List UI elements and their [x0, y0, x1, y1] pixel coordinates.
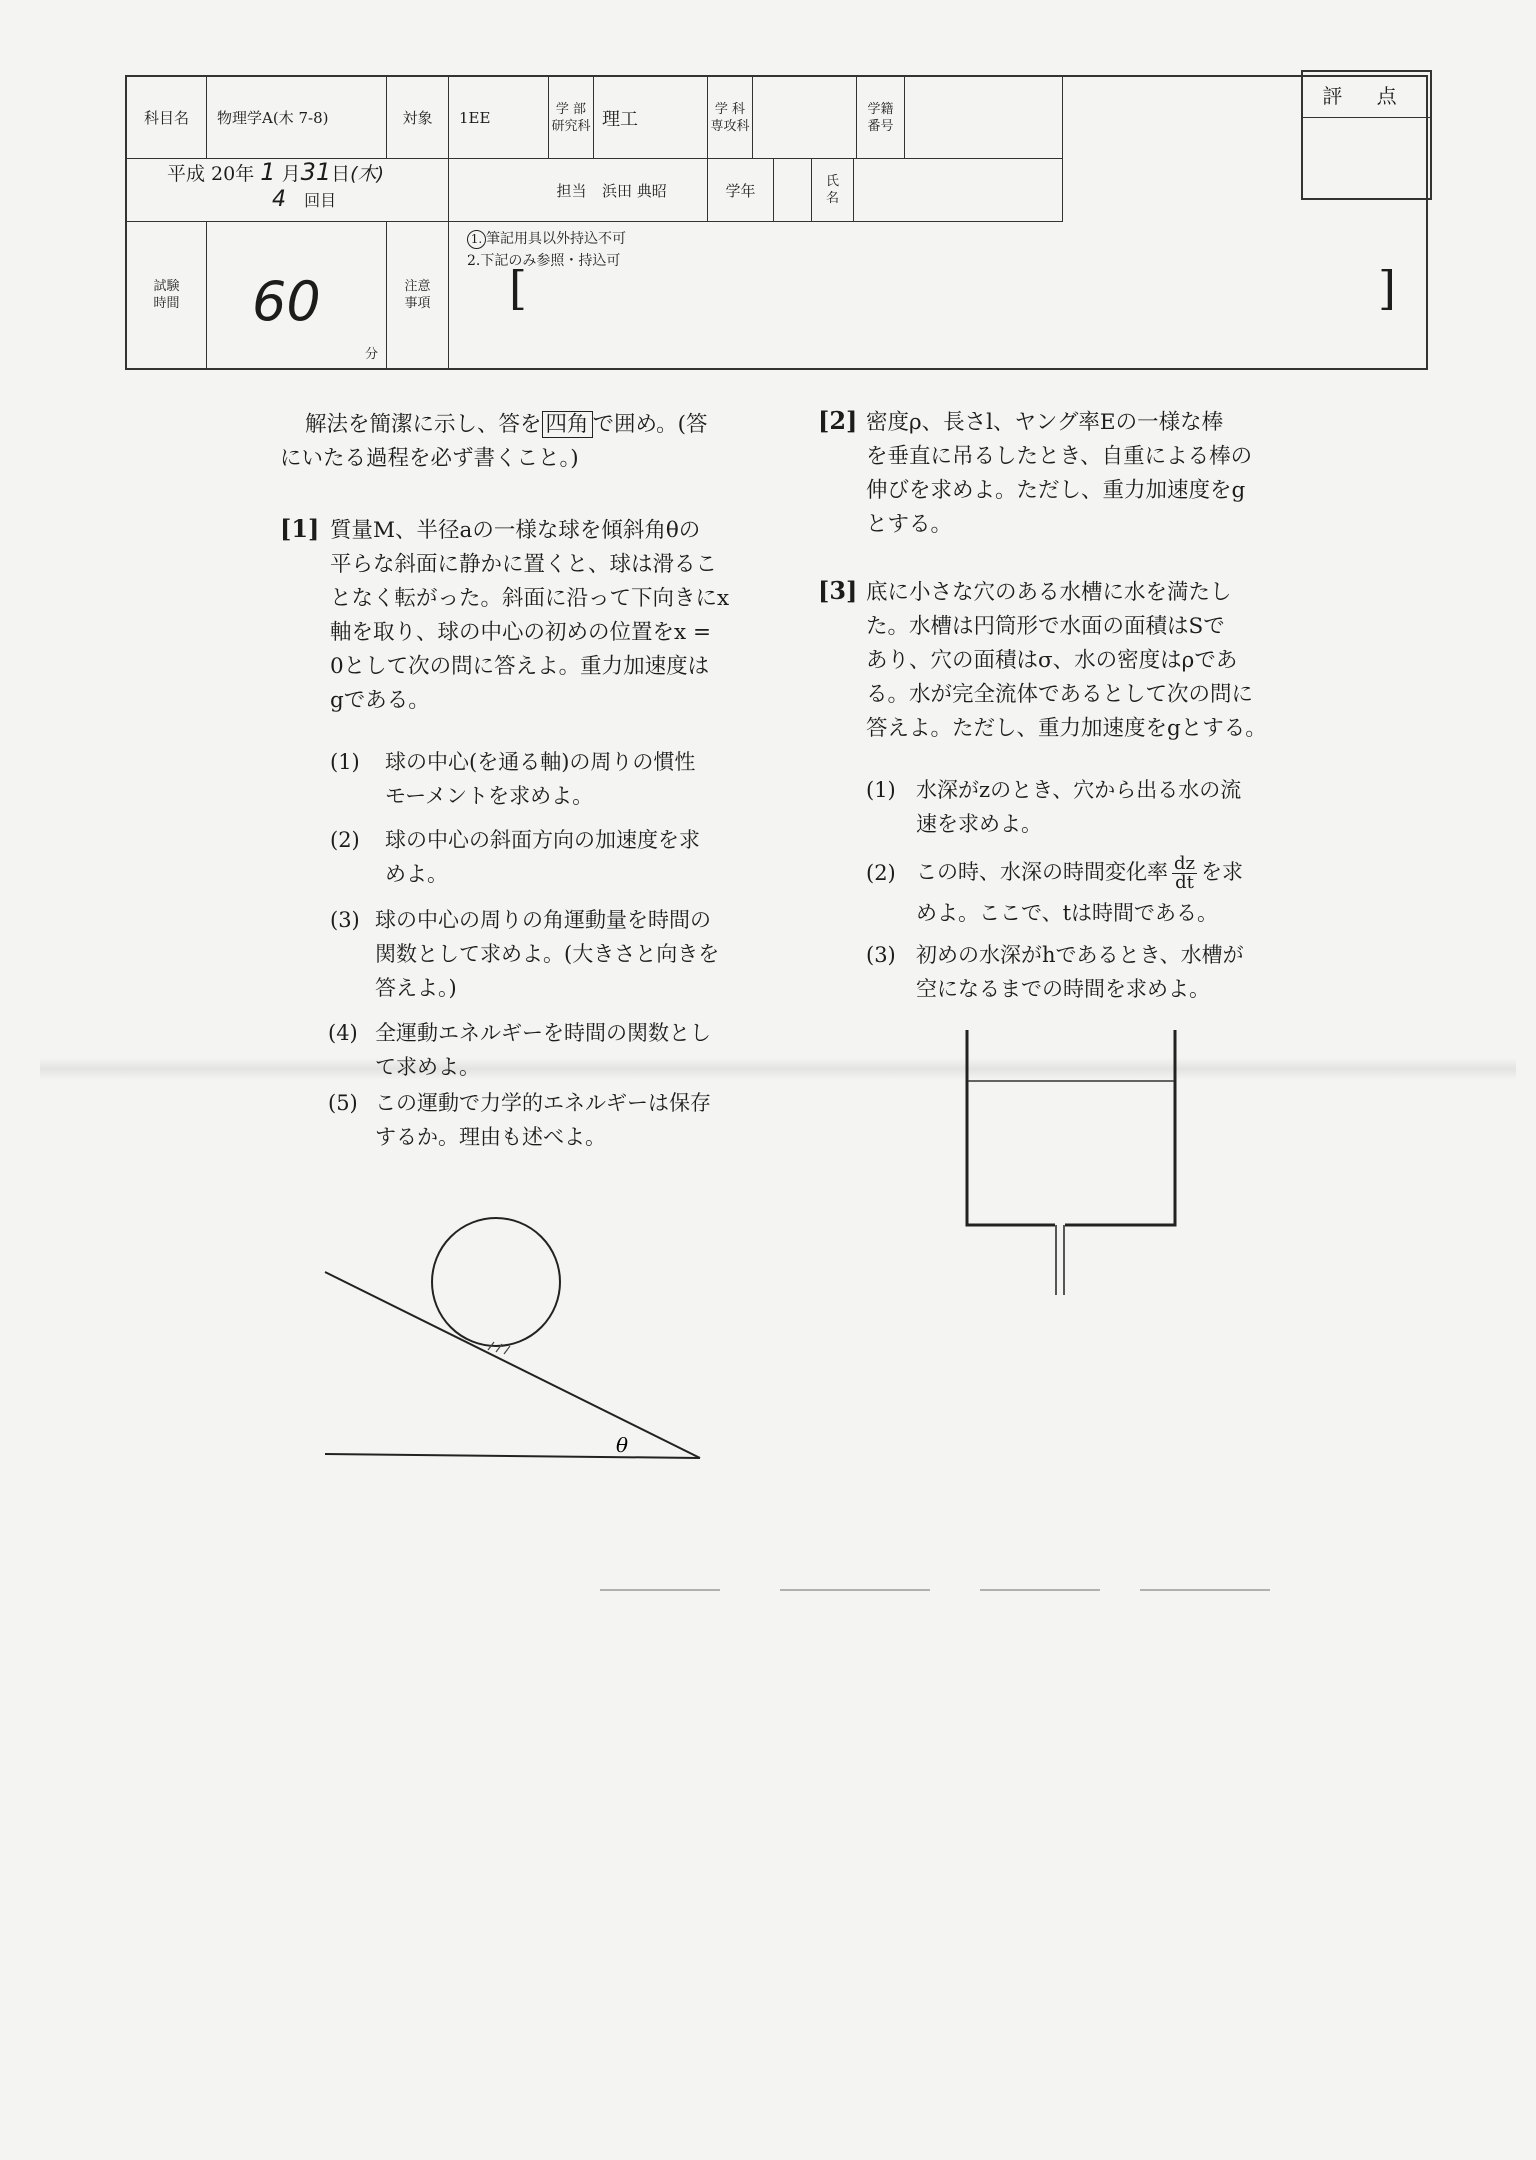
q3-sub-number: (3): [866, 943, 896, 967]
q2-number: [2]: [818, 406, 858, 435]
exam-header-table: [125, 75, 1428, 370]
teacher-value: 浜田 典昭: [594, 159, 708, 222]
student-id-label: 学籍 番号: [857, 77, 905, 159]
session-unit: 回目: [304, 191, 337, 210]
q3-sub-2: [866, 848, 1336, 930]
q1-sub-number: (3): [330, 908, 360, 932]
date-weekday: (木): [350, 163, 384, 185]
name-label: 氏 名: [812, 159, 854, 222]
q1-line: 質量M、半径aの一様な球を傾斜角θの: [330, 518, 701, 543]
q1-line: となく転がった。斜面に沿って下向きにx: [330, 586, 730, 611]
q1-sub-3: [330, 903, 805, 1005]
time-value: 60: [252, 270, 321, 333]
notes-cell: [449, 222, 1426, 368]
fraction-denominator: dt: [1175, 872, 1194, 893]
theta-label: θ: [616, 1433, 629, 1457]
incline-figure: [310, 1210, 730, 1470]
water-tank-figure: [950, 1025, 1190, 1305]
q3-sub2-text: この時、水深の時間変化率: [916, 860, 1168, 884]
score-label: 評 点: [1303, 72, 1430, 118]
q1-sub-line: するか。理由も述べよ。: [375, 1125, 606, 1149]
fraction-numerator: dz: [1174, 853, 1196, 874]
q1-sub-line: モーメントを求めよ。: [385, 784, 594, 808]
q2-line: 伸びを求めよ。ただし、重力加速度をg: [866, 478, 1246, 503]
time-label: 試験 時間: [127, 222, 207, 368]
faculty-value: 理工: [594, 77, 708, 159]
q2-line: を垂直に吊るしたとき、自重による棒の: [866, 444, 1253, 469]
session-number: 4: [272, 187, 286, 212]
q2-line: とする。: [866, 512, 953, 537]
q3-number: [3]: [818, 576, 858, 605]
teacher-label: 担当: [549, 159, 594, 222]
target-label: 対象: [387, 77, 449, 159]
ball-circle: [432, 1218, 560, 1346]
incline-base-line: [325, 1454, 700, 1458]
q3-line: あり、穴の面積はσ、水の密度はρであ: [866, 648, 1238, 673]
q1-sub-number: (1): [330, 750, 360, 774]
intro-text-after: で囲め。(答: [592, 412, 708, 437]
q3-sub-line: 速を求めよ。: [916, 812, 1042, 836]
q1-sub-number: (2): [330, 828, 360, 852]
q1-sub-line: この運動で力学的エネルギーは保存: [375, 1091, 711, 1115]
q1-sub-line: 球の中心の周りの角運動量を時間の: [375, 908, 711, 932]
q3-sub-number: (1): [866, 778, 896, 802]
year-value: [774, 159, 812, 222]
department-value: [753, 77, 857, 159]
target-value: 1EE: [449, 77, 549, 159]
q3-sub-number: (2): [866, 861, 896, 885]
time-cell: [207, 222, 387, 368]
subject-label: 科目名: [127, 77, 207, 159]
note1-marker: 1.: [467, 230, 486, 249]
intro-text-before: 解法を簡潔に示し、答を: [305, 412, 542, 437]
q1-line: 平らな斜面に静かに置くと、球は滑るこ: [330, 552, 718, 577]
year-label: 学年: [708, 159, 774, 222]
name-field: [854, 159, 1063, 222]
q3-sub-3: [866, 938, 1316, 1006]
date-era: 平成 20年: [167, 163, 255, 185]
q3-sub2-text-after: を求: [1201, 860, 1244, 884]
date-spacer: [449, 159, 549, 222]
note-1: 筆記用具以外持込不可: [486, 231, 626, 247]
subject-value: 物理学A(木 7-8): [207, 77, 387, 159]
q3-line: 答えよ。ただし、重力加速度をgとする。: [866, 716, 1267, 741]
q1-sub-line: 球の中心の斜面方向の加速度を求: [385, 828, 700, 852]
q3-text: [866, 576, 1267, 746]
q1-sub-1: [330, 745, 805, 813]
q1-sub-line: て求めよ。: [375, 1055, 480, 1079]
date-day-unit: 日: [331, 163, 351, 185]
note-2: 2.下記のみ参照・持込可: [467, 253, 621, 269]
q3-line: た。水槽は円筒形で水面の面積はSで: [866, 614, 1225, 639]
bracket-open: [: [509, 261, 527, 315]
date-month-unit: 月: [281, 163, 301, 185]
q3-sub-line: 初めの水深がhであるとき、水槽が: [916, 943, 1244, 967]
q1-sub-line: 答えよ。): [375, 976, 457, 1000]
q3-sub-line: 空になるまでの時間を求めよ。: [916, 977, 1210, 1001]
q1-line: gである。: [330, 688, 430, 713]
q3-sub-line: めよ。ここで、tは時間である。: [916, 901, 1219, 925]
boxed-word: 四角: [542, 411, 593, 438]
q1-sub-number: (4): [328, 1021, 358, 1045]
q1-line: 軸を取り、球の中心の初めの位置をx =: [330, 620, 711, 645]
q1-sub-line: 全運動エネルギーを時間の関数とし: [375, 1021, 711, 1045]
q1-sub-line: 関数として求めよ。(大きさと向きを: [375, 942, 720, 966]
q1-line: 0として次の問に答えよ。重力加速度は: [330, 654, 710, 679]
q1-sub-line: 球の中心(を通る軸)の周りの慣性: [385, 750, 696, 774]
scan-artifact-lines: [600, 1585, 1280, 1595]
time-unit: 分: [364, 347, 378, 362]
q1-text: [330, 514, 729, 718]
q2-line: 密度ρ、長さl、ヤング率Eの一様な棒: [866, 410, 1224, 435]
dz-dt-fraction: [1172, 855, 1197, 892]
student-id-field: [905, 77, 1063, 159]
q1-sub-2: [330, 823, 805, 891]
q1-number: [1]: [280, 514, 320, 543]
intro-line-1: [305, 408, 708, 442]
q1-sub-line: めよ。: [385, 862, 448, 886]
incline-slope-line: [325, 1272, 700, 1458]
contact-marks: [488, 1342, 510, 1354]
bracket-close: ]: [1378, 261, 1396, 315]
faculty-label: 学 部 研究科: [549, 77, 594, 159]
q2-text: [866, 406, 1252, 542]
date-day: 31: [300, 158, 332, 186]
score-box: [1301, 70, 1432, 200]
date-month: 1: [260, 158, 276, 186]
q3-line: 底に小さな穴のある水槽に水を満たし: [866, 580, 1232, 605]
q3-line: る。水が完全流体であるとして次の問に: [866, 682, 1254, 707]
intro-line-2: にいたる過程を必ず書くこと。): [280, 446, 579, 471]
q1-sub-number: (5): [328, 1091, 358, 1115]
q1-sub-5: [328, 1086, 805, 1154]
q3-sub-1: [866, 773, 1316, 841]
department-label: 学 科 専攻科: [708, 77, 753, 159]
q1-sub-4: [328, 1016, 805, 1084]
date-cell: [127, 159, 449, 222]
q3-sub-line: 水深がzのとき、穴から出る水の流: [916, 778, 1242, 802]
notes-label: 注意 事項: [387, 222, 449, 368]
tank-right-wall: [1065, 1030, 1175, 1225]
tank-left-wall: [967, 1030, 1055, 1225]
